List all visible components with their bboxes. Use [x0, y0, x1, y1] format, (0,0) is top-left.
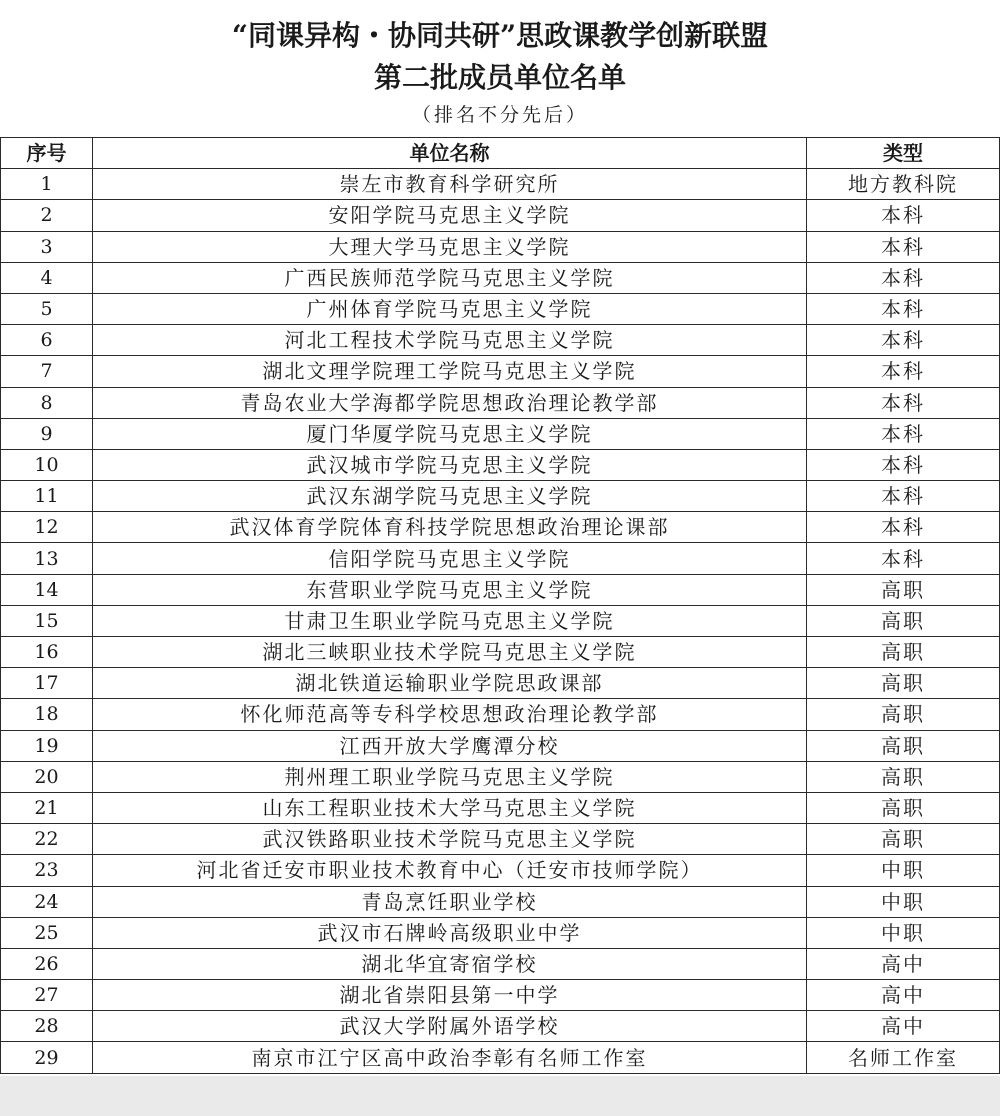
- unit-type-cell: 高职: [807, 605, 1000, 636]
- table-row: [1, 543, 1000, 574]
- row-number-cell: 29: [1, 1042, 93, 1073]
- unit-type-cell: 高中: [807, 1011, 1000, 1042]
- row-number-cell: 26: [1, 948, 93, 979]
- table-row: [1, 387, 1000, 418]
- unit-type-cell: 中职: [807, 886, 1000, 917]
- unit-type-cell: 本科: [807, 356, 1000, 387]
- unit-name-cell: 河北工程技术学院马克思主义学院: [93, 325, 807, 356]
- table-row: [1, 356, 1000, 387]
- table-row: [1, 418, 1000, 449]
- unit-name-cell: 湖北省崇阳县第一中学: [93, 980, 807, 1011]
- unit-type-cell: 地方教科院: [807, 169, 1000, 200]
- unit-type-cell: 本科: [807, 449, 1000, 480]
- unit-name-cell: 武汉城市学院马克思主义学院: [93, 449, 807, 480]
- row-number-cell: 23: [1, 855, 93, 886]
- document-subtitle: 第二批成员单位名单: [373, 61, 626, 94]
- row-number-cell: 19: [1, 730, 93, 761]
- table-row: [1, 824, 1000, 855]
- unit-name-cell: 湖北铁道运输职业学院思政课部: [93, 668, 807, 699]
- unit-type-cell: 高职: [807, 699, 1000, 730]
- unit-name-cell: 怀化师范高等专科学校思想政治理论教学部: [93, 699, 807, 730]
- unit-name-cell: 武汉大学附属外语学校: [93, 1011, 807, 1042]
- unit-type-cell: 本科: [807, 231, 1000, 262]
- ranking-note: （排名不分先后）: [411, 104, 588, 126]
- unit-type-cell: 高职: [807, 761, 1000, 792]
- row-number-cell: 27: [1, 980, 93, 1011]
- table-row: [1, 917, 1000, 948]
- table-row: [1, 293, 1000, 324]
- table-row: [1, 231, 1000, 262]
- table-row: [1, 325, 1000, 356]
- table-row: [1, 886, 1000, 917]
- table-row: [1, 200, 1000, 231]
- unit-name-cell: 信阳学院马克思主义学院: [93, 543, 807, 574]
- unit-name-cell: 湖北华宜寄宿学校: [93, 948, 807, 979]
- table-row: [1, 1042, 1000, 1073]
- unit-name-cell: 大理大学马克思主义学院: [93, 231, 807, 262]
- unit-type-cell: 高职: [807, 637, 1000, 668]
- unit-type-cell: 中职: [807, 917, 1000, 948]
- row-number-cell: 24: [1, 886, 93, 917]
- unit-name-cell: 广西民族师范学院马克思主义学院: [93, 262, 807, 293]
- unit-type-cell: 本科: [807, 512, 1000, 543]
- unit-type-cell: 高职: [807, 792, 1000, 823]
- table-row: [1, 512, 1000, 543]
- unit-name-cell: 河北省迁安市职业技术教育中心（迁安市技师学院）: [93, 855, 807, 886]
- unit-name-cell: 江西开放大学鹰潭分校: [93, 730, 807, 761]
- unit-name-cell: 青岛烹饪职业学校: [93, 886, 807, 917]
- unit-type-cell: 名师工作室: [807, 1042, 1000, 1073]
- unit-name-cell: 安阳学院马克思主义学院: [93, 200, 807, 231]
- unit-name-cell: 湖北文理学院理工学院马克思主义学院: [93, 356, 807, 387]
- unit-name-cell: 武汉东湖学院马克思主义学院: [93, 481, 807, 512]
- unit-name-cell: 甘肃卫生职业学院马克思主义学院: [93, 605, 807, 636]
- row-number-cell: 20: [1, 761, 93, 792]
- unit-name-cell: 青岛农业大学海都学院思想政治理论教学部: [93, 387, 807, 418]
- row-number-cell: 12: [1, 512, 93, 543]
- table-row: [1, 668, 1000, 699]
- table-row: [1, 980, 1000, 1011]
- table-row: [1, 574, 1000, 605]
- table-row: [1, 699, 1000, 730]
- unit-type-cell: 本科: [807, 200, 1000, 231]
- unit-type-cell: 高职: [807, 730, 1000, 761]
- table-row: [1, 481, 1000, 512]
- unit-type-cell: 高职: [807, 668, 1000, 699]
- row-number-cell: 10: [1, 449, 93, 480]
- table-row: [1, 948, 1000, 979]
- row-number-cell: 11: [1, 481, 93, 512]
- row-number-cell: 25: [1, 917, 93, 948]
- column-header-name: 单位名称: [93, 138, 807, 169]
- member-table: [0, 137, 1000, 1074]
- unit-type-cell: 高中: [807, 948, 1000, 979]
- table-header-row: [1, 138, 1000, 169]
- unit-name-cell: 广州体育学院马克思主义学院: [93, 293, 807, 324]
- unit-name-cell: 东营职业学院马克思主义学院: [93, 574, 807, 605]
- row-number-cell: 6: [1, 325, 93, 356]
- unit-type-cell: 高职: [807, 574, 1000, 605]
- row-number-cell: 14: [1, 574, 93, 605]
- table-row: [1, 1011, 1000, 1042]
- unit-name-cell: 武汉市石牌岭高级职业中学: [93, 917, 807, 948]
- row-number-cell: 1: [1, 169, 93, 200]
- row-number-cell: 3: [1, 231, 93, 262]
- unit-type-cell: 本科: [807, 262, 1000, 293]
- unit-type-cell: 本科: [807, 543, 1000, 574]
- column-header-number: 序号: [1, 138, 93, 169]
- unit-name-cell: 南京市江宁区高中政治李彰有名师工作室: [93, 1042, 807, 1073]
- row-number-cell: 28: [1, 1011, 93, 1042]
- row-number-cell: 8: [1, 387, 93, 418]
- unit-name-cell: 湖北三峡职业技术学院马克思主义学院: [93, 637, 807, 668]
- unit-type-cell: 本科: [807, 325, 1000, 356]
- unit-name-cell: 山东工程职业技术大学马克思主义学院: [93, 792, 807, 823]
- row-number-cell: 5: [1, 293, 93, 324]
- row-number-cell: 22: [1, 824, 93, 855]
- table-row: [1, 262, 1000, 293]
- row-number-cell: 16: [1, 637, 93, 668]
- unit-type-cell: 高职: [807, 824, 1000, 855]
- document-title: “同课异构・协同共研”思政课教学创新联盟: [231, 19, 769, 52]
- row-number-cell: 9: [1, 418, 93, 449]
- unit-name-cell: 武汉体育学院体育科技学院思想政治理论课部: [93, 512, 807, 543]
- unit-name-cell: 荆州理工职业学院马克思主义学院: [93, 761, 807, 792]
- row-number-cell: 21: [1, 792, 93, 823]
- table-body: [1, 169, 1000, 1073]
- unit-type-cell: 本科: [807, 387, 1000, 418]
- table-row: [1, 855, 1000, 886]
- row-number-cell: 7: [1, 356, 93, 387]
- row-number-cell: 13: [1, 543, 93, 574]
- unit-type-cell: 中职: [807, 855, 1000, 886]
- row-number-cell: 18: [1, 699, 93, 730]
- row-number-cell: 15: [1, 605, 93, 636]
- unit-name-cell: 厦门华厦学院马克思主义学院: [93, 418, 807, 449]
- table-row: [1, 792, 1000, 823]
- table-row: [1, 449, 1000, 480]
- table-row: [1, 637, 1000, 668]
- table-row: [1, 169, 1000, 200]
- unit-type-cell: 本科: [807, 418, 1000, 449]
- table-row: [1, 730, 1000, 761]
- row-number-cell: 4: [1, 262, 93, 293]
- table-row: [1, 605, 1000, 636]
- table-row: [1, 761, 1000, 792]
- unit-type-cell: 高中: [807, 980, 1000, 1011]
- unit-name-cell: 崇左市教育科学研究所: [93, 169, 807, 200]
- unit-name-cell: 武汉铁路职业技术学院马克思主义学院: [93, 824, 807, 855]
- unit-type-cell: 本科: [807, 293, 1000, 324]
- row-number-cell: 2: [1, 200, 93, 231]
- unit-type-cell: 本科: [807, 481, 1000, 512]
- column-header-type: 类型: [807, 138, 1000, 169]
- row-number-cell: 17: [1, 668, 93, 699]
